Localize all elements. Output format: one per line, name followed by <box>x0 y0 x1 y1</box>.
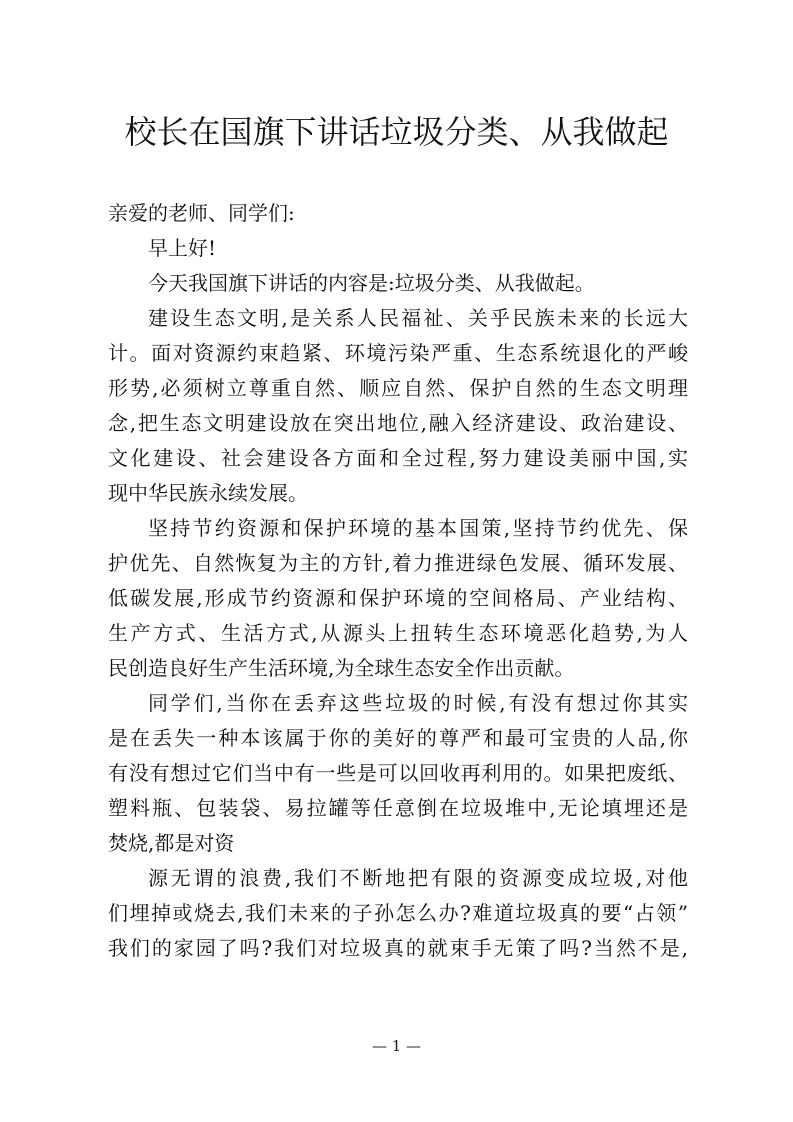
page-number: — 1 — <box>371 1037 422 1055</box>
text-line: 们埋掉或烧去,我们未来的子孙怎么办?难道垃圾真的要“占领” <box>108 901 688 925</box>
document-title: 校长在国旗下讲话垃圾分类、从我做起 <box>124 113 669 151</box>
text-line: 文化建设、社会建设各方面和全过程,努力建设美丽中国,实 <box>108 446 688 470</box>
text-line: 早上好! <box>148 236 217 260</box>
text-line: 建设生态文明,是关系人民福祉、关乎民族未来的长远大 <box>148 306 688 330</box>
text-line: 焚烧,都是对资 <box>108 831 235 855</box>
text-line: 现中华民族永续发展。 <box>108 481 308 505</box>
document-body <box>108 196 688 966</box>
text-line: 坚持节约资源和保护环境的基本国策,坚持节约优先、保 <box>148 516 688 540</box>
text-line: 护优先、自然恢复为主的方针,着力推进绿色发展、循环发展、 <box>108 551 688 575</box>
text-line: 民创造良好生产生活环境,为全球生态安全作出贡献。 <box>108 656 575 680</box>
text-line: 是在丢失一种本该属于你的美好的尊严和最可宝贵的人品,你 <box>108 726 688 750</box>
text-line: 计。面对资源约束趋紧、环境污染严重、生态系统退化的严峻 <box>108 341 688 365</box>
text-line: 源无谓的浪费,我们不断地把有限的资源变成垃圾,对他 <box>148 866 688 890</box>
text-line: 亲爱的老师、同学们: <box>108 201 295 225</box>
text-line: 塑料瓶、包装袋、易拉罐等任意倒在垃圾堆中,无论填埋还是 <box>108 796 688 820</box>
text-line: 生产方式、生活方式,从源头上扭转生态环境恶化趋势,为人 <box>108 621 688 645</box>
text-line: 念,把生态文明建设放在突出地位,融入经济建设、政治建设、 <box>108 411 688 435</box>
text-line: 同学们,当你在丢弃这些垃圾的时候,有没有想过你其实 <box>148 691 688 715</box>
text-line: 我们的家园了吗?我们对垃圾真的就束手无策了吗?当然不是, <box>108 936 688 960</box>
text-line: 有没有想过它们当中有一些是可以回收再利用的。如果把废纸、 <box>108 761 688 785</box>
text-line: 形势,必须树立尊重自然、顺应自然、保护自然的生态文明理 <box>108 376 688 400</box>
text-line: 今天我国旗下讲话的内容是:垃圾分类、从我做起。 <box>148 271 595 295</box>
text-line: 低碳发展,形成节约资源和保护环境的空间格局、产业结构、 <box>108 586 688 610</box>
